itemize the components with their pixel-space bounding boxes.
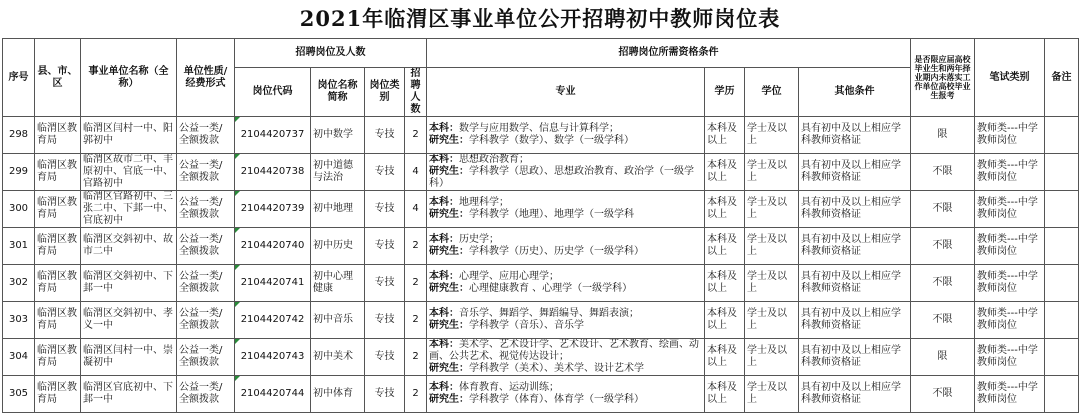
cell-degree: 学士及以上 — [745, 191, 799, 228]
cell-unit: 临渭区官路初中、三张二中、下邽一中、官底初中 — [81, 191, 177, 228]
table-row — [3, 228, 1079, 265]
major-undergrad — [429, 234, 702, 246]
cell-position: 初中音乐 — [311, 302, 365, 339]
cell-exam: 教师类---中学教师岗位 — [975, 376, 1045, 413]
cell-category: 专技 — [365, 228, 405, 265]
header-position-name: 岗位名称简称 — [311, 68, 365, 117]
cell-count: 2 — [405, 339, 427, 376]
cell-education: 本科及以上 — [705, 154, 745, 191]
cell-limit: 不限 — [911, 191, 975, 228]
cell-seq: 302 — [3, 265, 35, 302]
table-row — [3, 154, 1079, 191]
cell-seq: 298 — [3, 117, 35, 154]
cell-limit: 不限 — [911, 376, 975, 413]
header-code: 岗位代码 — [235, 68, 311, 117]
cell-major — [427, 117, 705, 154]
header-requirements-group: 招聘岗位所需资格条件 — [427, 39, 911, 68]
cell-county: 临渭区教育局 — [35, 228, 81, 265]
cell-unit: 临渭区交斜初中、故市二中 — [81, 228, 177, 265]
cell-category: 专技 — [365, 191, 405, 228]
undergrad-key: 本科： — [429, 154, 459, 165]
cell-remark — [1045, 154, 1079, 191]
cell-county: 临渭区教育局 — [35, 265, 81, 302]
grad-value: 学科教学（思政）、思想政治教育、政治学（一级学科） — [429, 166, 694, 189]
header-county: 县、市、区 — [35, 39, 81, 117]
undergrad-key: 本科： — [429, 234, 459, 245]
cell-remark — [1045, 117, 1079, 154]
undergrad-key: 本科： — [429, 339, 459, 350]
grad-key: 研究生： — [429, 135, 469, 146]
grad-key: 研究生： — [429, 283, 469, 294]
cell-other: 具有初中及以上相应学科教师资格证 — [799, 228, 911, 265]
cell-county: 临渭区教育局 — [35, 117, 81, 154]
undergrad-value: 历史学； — [459, 234, 499, 245]
cell-exam: 教师类---中学教师岗位 — [975, 228, 1045, 265]
cell-major — [427, 339, 705, 376]
cell-nature: 公益一类/全额拨款 — [177, 191, 235, 228]
cell-nature: 公益一类/全额拨款 — [177, 302, 235, 339]
cell-education: 本科及以上 — [705, 228, 745, 265]
cell-education: 本科及以上 — [705, 117, 745, 154]
cell-other: 具有初中及以上相应学科教师资格证 — [799, 339, 911, 376]
cell-exam: 教师类---中学教师岗位 — [975, 117, 1045, 154]
cell-count: 2 — [405, 376, 427, 413]
cell-degree: 学士及以上 — [745, 265, 799, 302]
cell-major — [427, 228, 705, 265]
cell-count: 2 — [405, 265, 427, 302]
header-limit: 是否限应届高校毕业生和两年择业期内未落实工作单位高校毕业生报考 — [911, 39, 975, 117]
header-row-1 — [3, 39, 1079, 68]
cell-limit: 不限 — [911, 265, 975, 302]
grad-value: 学科教学（体育）、体育学（一级学科） — [469, 394, 644, 405]
major-undergrad — [429, 271, 702, 283]
major-grad — [429, 166, 702, 190]
major-undergrad — [429, 154, 702, 166]
cell-unit: 临渭区闫村一中、阳郭初中 — [81, 117, 177, 154]
major-undergrad — [429, 123, 702, 135]
cell-code: 2104420738 — [235, 154, 311, 191]
cell-other: 具有初中及以上相应学科教师资格证 — [799, 117, 911, 154]
cell-unit: 临渭区官底初中、下邽一中 — [81, 376, 177, 413]
header-remark: 备注 — [1045, 39, 1079, 117]
cell-code: 2104420739 — [235, 191, 311, 228]
cell-degree: 学士及以上 — [745, 117, 799, 154]
major-grad — [429, 246, 702, 258]
cell-nature: 公益一类/全额拨款 — [177, 265, 235, 302]
cell-category: 专技 — [365, 265, 405, 302]
grad-value: 心理健康教育 、心理学（一级学科） — [469, 283, 633, 294]
cell-position: 初中数学 — [311, 117, 365, 154]
cell-nature: 公益一类/全额拨款 — [177, 376, 235, 413]
cell-code: 2104420737 — [235, 117, 311, 154]
cell-degree: 学士及以上 — [745, 376, 799, 413]
cell-code: 2104420742 — [235, 302, 311, 339]
header-position-group: 招聘岗位及人数 — [235, 39, 427, 68]
major-grad — [429, 135, 702, 147]
cell-position: 初中体育 — [311, 376, 365, 413]
cell-degree: 学士及以上 — [745, 228, 799, 265]
cell-major — [427, 376, 705, 413]
cell-limit: 不限 — [911, 302, 975, 339]
cell-nature: 公益一类/全额拨款 — [177, 339, 235, 376]
cell-nature: 公益一类/全额拨款 — [177, 117, 235, 154]
cell-limit: 不限 — [911, 228, 975, 265]
header-unit: 事业单位名称（全称） — [81, 39, 177, 117]
cell-other: 具有初中及以上相应学科教师资格证 — [799, 376, 911, 413]
cell-exam: 教师类---中学教师岗位 — [975, 154, 1045, 191]
cell-remark — [1045, 302, 1079, 339]
cell-exam: 教师类---中学教师岗位 — [975, 339, 1045, 376]
cell-major — [427, 302, 705, 339]
cell-major — [427, 191, 705, 228]
cell-exam: 教师类---中学教师岗位 — [975, 302, 1045, 339]
grad-value: 学科教学（音乐）、音乐学 — [469, 320, 584, 331]
cell-position: 初中地理 — [311, 191, 365, 228]
undergrad-value: 数学与应用数学、信息与计算科学； — [459, 123, 619, 134]
cell-count: 2 — [405, 302, 427, 339]
undergrad-value: 思想政治教育； — [459, 154, 529, 165]
cell-county: 临渭区教育局 — [35, 302, 81, 339]
cell-county: 临渭区教育局 — [35, 376, 81, 413]
cell-limit: 限 — [911, 117, 975, 154]
cell-other: 具有初中及以上相应学科教师资格证 — [799, 302, 911, 339]
undergrad-value: 美术学、艺术设计学、艺术设计、艺术教育、绘画、动画、公共艺术、视觉传达设计； — [429, 339, 699, 362]
grad-value: 学科教学（美术）、美术学、设计艺术学 — [469, 363, 644, 374]
grad-value: 学科教学（数学）、数学（一级学科） — [469, 135, 634, 146]
cell-code: 2104420741 — [235, 265, 311, 302]
major-undergrad — [429, 308, 702, 320]
positions-table — [2, 38, 1079, 413]
cell-county: 临渭区教育局 — [35, 339, 81, 376]
cell-position: 初中道德与法治 — [311, 154, 365, 191]
header-position-category: 岗位类别 — [365, 68, 405, 117]
cell-code: 2104420744 — [235, 376, 311, 413]
cell-unit: 临渭区故市二中、丰原初中、官底一中、官路初中 — [81, 154, 177, 191]
grad-key: 研究生： — [429, 166, 469, 177]
cell-education: 本科及以上 — [705, 376, 745, 413]
cell-count: 4 — [405, 191, 427, 228]
major-grad — [429, 394, 702, 406]
table-row — [3, 265, 1079, 302]
undergrad-value: 音乐学、舞蹈学、舞蹈编导、舞蹈表演； — [459, 308, 639, 319]
grad-value: 学科教学（地理）、地理学（一级学科 — [469, 209, 634, 220]
cell-other: 具有初中及以上相应学科教师资格证 — [799, 191, 911, 228]
cell-nature: 公益一类/全额拨款 — [177, 228, 235, 265]
cell-education: 本科及以上 — [705, 191, 745, 228]
cell-education: 本科及以上 — [705, 302, 745, 339]
undergrad-value: 心理学、应用心理学； — [459, 271, 559, 282]
cell-remark — [1045, 265, 1079, 302]
header-degree: 学位 — [745, 68, 799, 117]
grad-key: 研究生： — [429, 394, 469, 405]
major-grad — [429, 363, 702, 375]
cell-seq: 305 — [3, 376, 35, 413]
cell-limit: 限 — [911, 339, 975, 376]
cell-seq: 301 — [3, 228, 35, 265]
cell-degree: 学士及以上 — [745, 302, 799, 339]
cell-county: 临渭区教育局 — [35, 191, 81, 228]
major-undergrad — [429, 197, 702, 209]
cell-remark — [1045, 339, 1079, 376]
grad-key: 研究生： — [429, 363, 469, 374]
cell-seq: 299 — [3, 154, 35, 191]
cell-unit: 临渭区交斜初中、孝义一中 — [81, 302, 177, 339]
cell-count: 4 — [405, 154, 427, 191]
header-nature: 单位性质/经费形式 — [177, 39, 235, 117]
page-title: 2021年临渭区事业单位公开招聘初中教师岗位表 — [299, 6, 781, 31]
cell-unit: 临渭区闫村一中、崇凝初中 — [81, 339, 177, 376]
cell-remark — [1045, 376, 1079, 413]
grad-key: 研究生： — [429, 246, 469, 257]
cell-remark — [1045, 191, 1079, 228]
major-grad — [429, 320, 702, 332]
table-row — [3, 302, 1079, 339]
table-row — [3, 376, 1079, 413]
header-exam: 笔试类别 — [975, 39, 1045, 117]
cell-category: 专技 — [365, 302, 405, 339]
header-count: 招聘人数 — [405, 68, 427, 117]
undergrad-key: 本科： — [429, 382, 459, 393]
grad-key: 研究生： — [429, 320, 469, 331]
header-major: 专业 — [427, 68, 705, 117]
cell-category: 专技 — [365, 376, 405, 413]
cell-degree: 学士及以上 — [745, 154, 799, 191]
table-row — [3, 191, 1079, 228]
header-education: 学历 — [705, 68, 745, 117]
cell-exam: 教师类---中学教师岗位 — [975, 191, 1045, 228]
cell-limit: 不限 — [911, 154, 975, 191]
major-grad — [429, 283, 702, 295]
header-other: 其他条件 — [799, 68, 911, 117]
cell-count: 2 — [405, 117, 427, 154]
grad-key: 研究生： — [429, 209, 469, 220]
undergrad-key: 本科： — [429, 271, 459, 282]
cell-unit: 临渭区交斜初中、下邽一中 — [81, 265, 177, 302]
cell-category: 专技 — [365, 339, 405, 376]
cell-seq: 303 — [3, 302, 35, 339]
table-row — [3, 339, 1079, 376]
cell-major — [427, 154, 705, 191]
cell-remark — [1045, 228, 1079, 265]
cell-other: 具有初中及以上相应学科教师资格证 — [799, 154, 911, 191]
cell-other: 具有初中及以上相应学科教师资格证 — [799, 265, 911, 302]
major-undergrad — [429, 382, 702, 394]
cell-county: 临渭区教育局 — [35, 154, 81, 191]
cell-nature: 公益一类/全额拨款 — [177, 154, 235, 191]
cell-education: 本科及以上 — [705, 265, 745, 302]
header-seq: 序号 — [3, 39, 35, 117]
cell-category: 专技 — [365, 154, 405, 191]
undergrad-value: 地理科学； — [459, 197, 509, 208]
undergrad-key: 本科： — [429, 308, 459, 319]
cell-education: 本科及以上 — [705, 339, 745, 376]
undergrad-key: 本科： — [429, 197, 459, 208]
undergrad-key: 本科： — [429, 123, 459, 134]
cell-code: 2104420740 — [235, 228, 311, 265]
cell-seq: 300 — [3, 191, 35, 228]
cell-code: 2104420743 — [235, 339, 311, 376]
cell-major — [427, 265, 705, 302]
cell-degree: 学士及以上 — [745, 339, 799, 376]
cell-count: 2 — [405, 228, 427, 265]
table-row — [3, 117, 1079, 154]
cell-category: 专技 — [365, 117, 405, 154]
cell-exam: 教师类---中学教师岗位 — [975, 265, 1045, 302]
grad-value: 学科教学（历史）、历史学（一级学科） — [469, 246, 644, 257]
cell-position: 初中美术 — [311, 339, 365, 376]
major-undergrad — [429, 339, 702, 363]
cell-position: 初中心理健康 — [311, 265, 365, 302]
cell-position: 初中历史 — [311, 228, 365, 265]
major-grad — [429, 209, 702, 221]
undergrad-value: 体育教育、运动训练； — [459, 382, 559, 393]
cell-seq: 304 — [3, 339, 35, 376]
